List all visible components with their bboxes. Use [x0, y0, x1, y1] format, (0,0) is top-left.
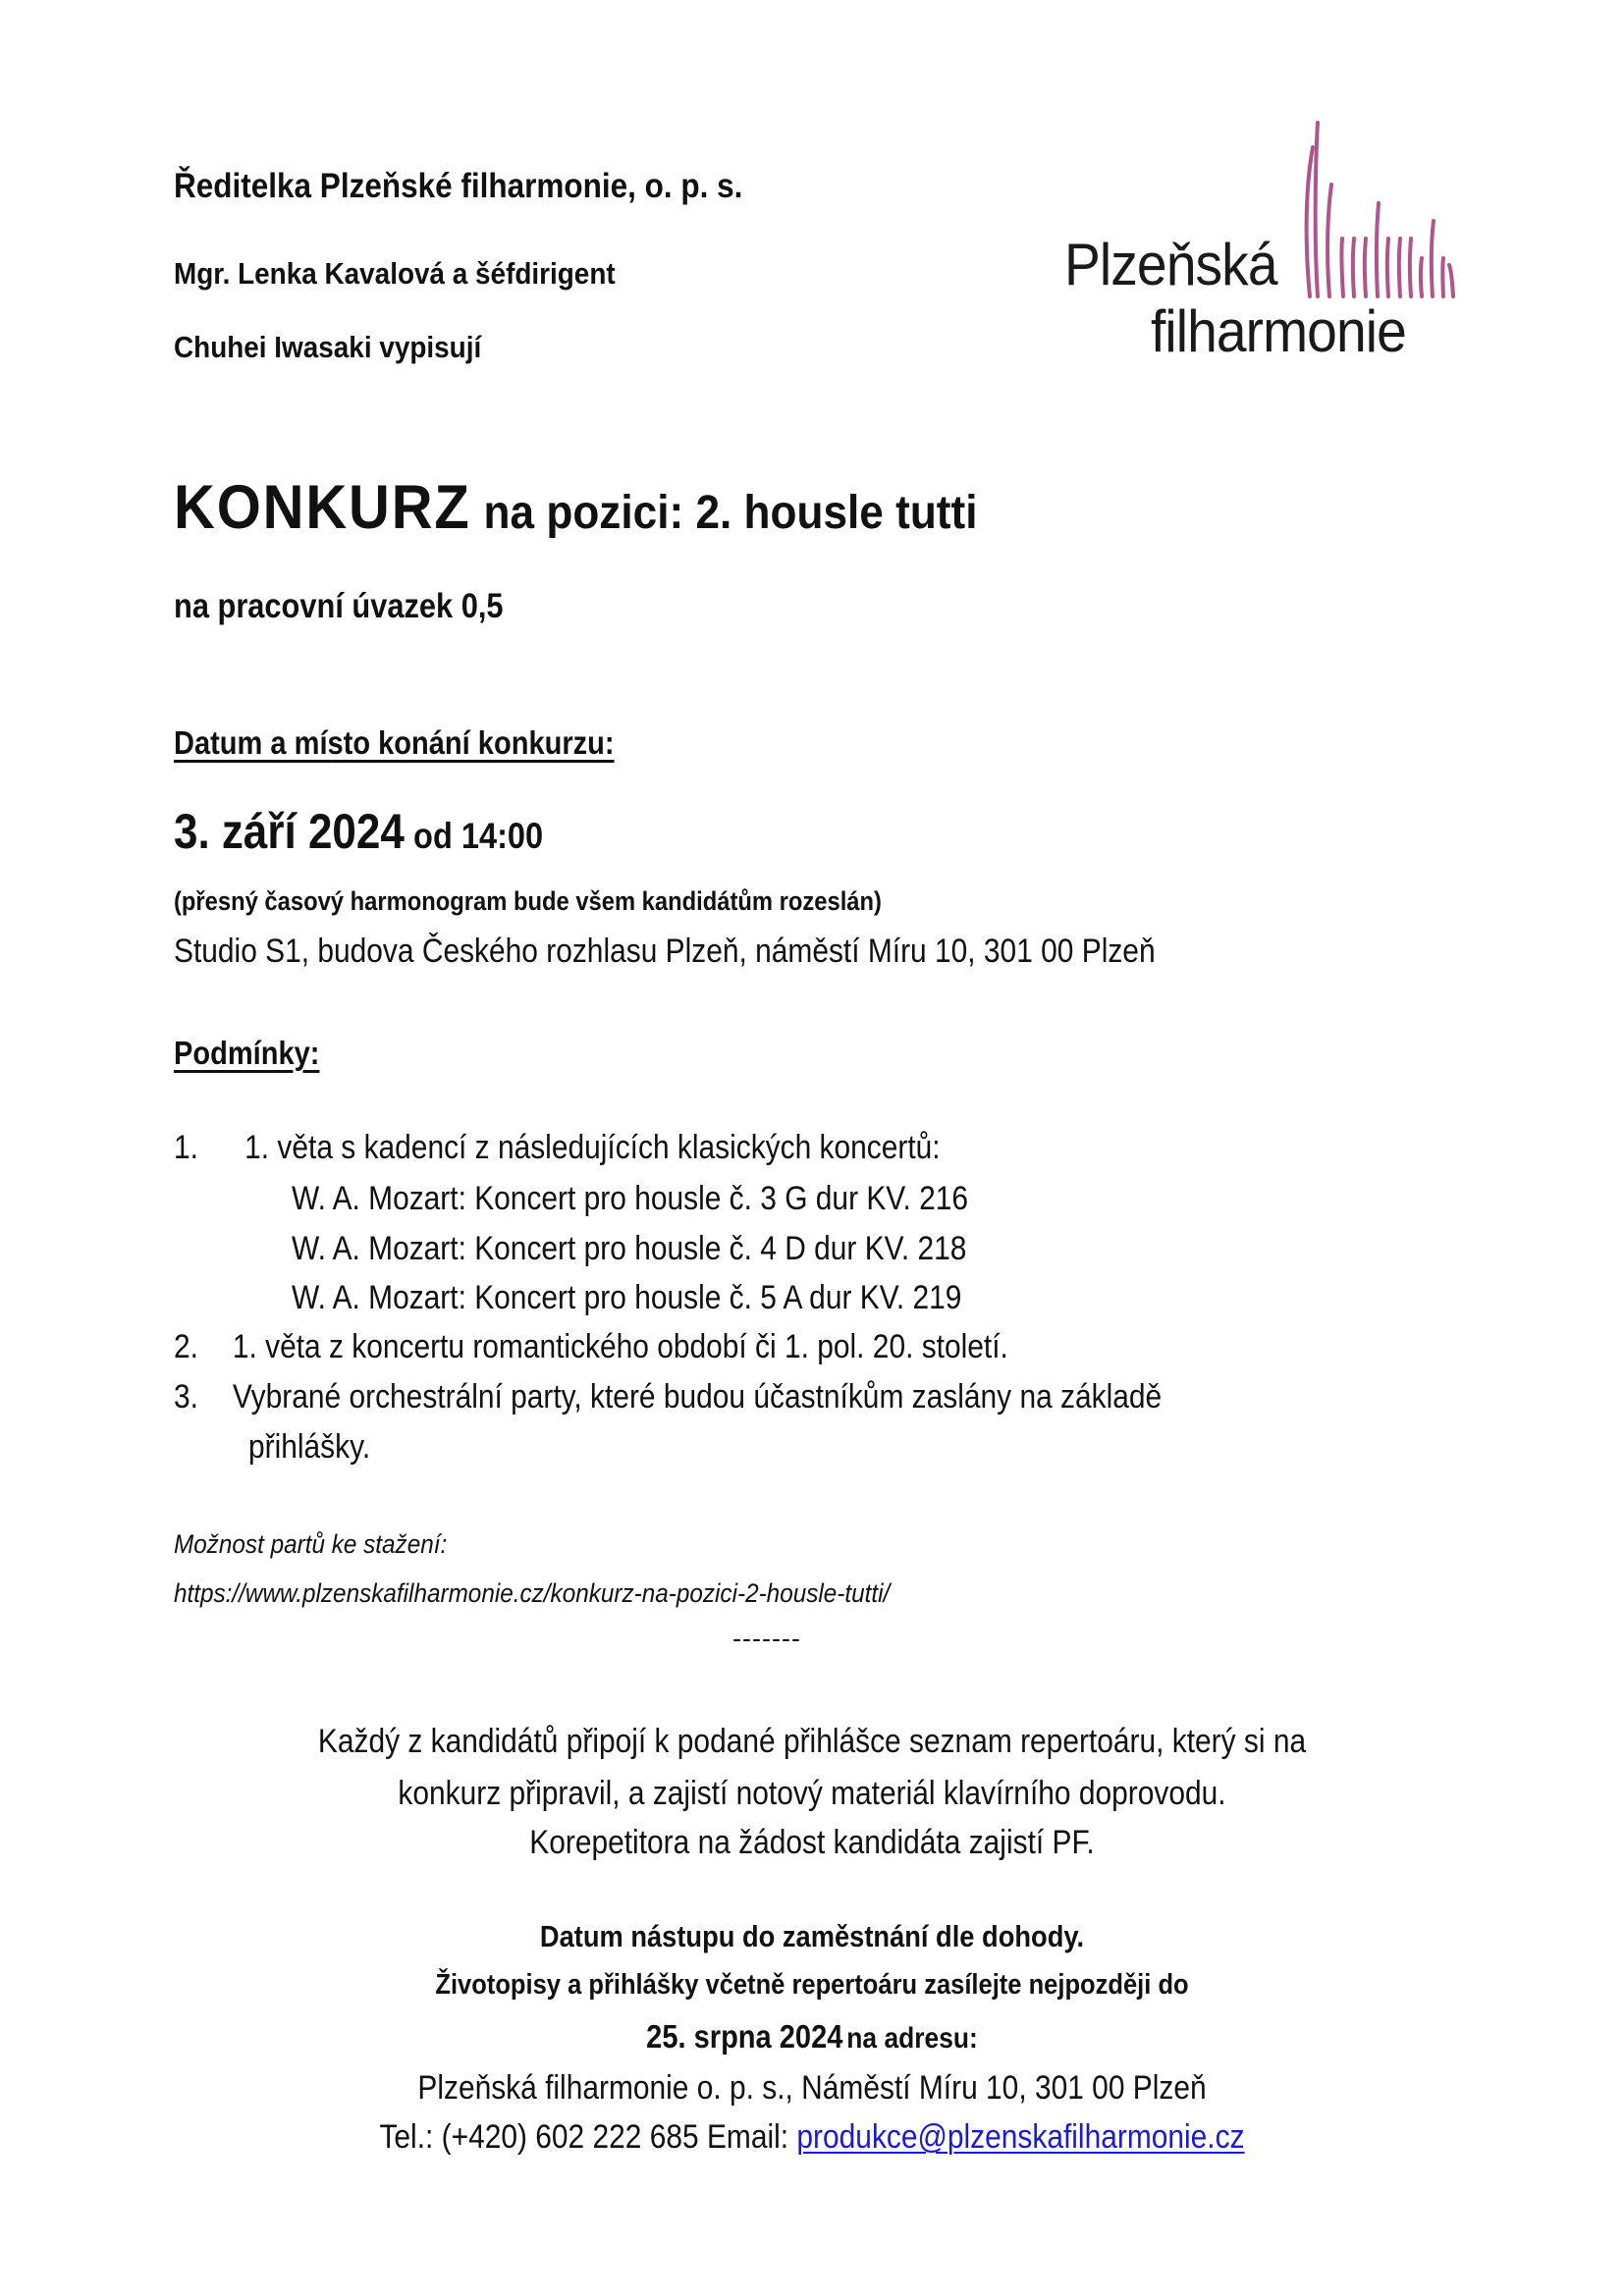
audition-date-day: 3. září 2024 — [174, 804, 405, 859]
list-number: 1. — [174, 1129, 198, 1166]
start-date-line: Datum nástupu do zaměstnání dle dohody. — [539, 1919, 1085, 1953]
logo-text-plzenska: Plzeňská — [1064, 232, 1277, 297]
download-label: Možnost partů ke stažení: — [174, 1529, 448, 1559]
condition-sub-item: W. A. Mozart: Koncert pro housle č. 4 D dur KV. 218 — [292, 1230, 967, 1267]
condition-item-3 — [174, 1380, 1162, 1414]
email-link[interactable]: produkce@plzenskafilharmonie.cz — [796, 2118, 1245, 2156]
divider: ------- — [732, 1624, 801, 1653]
director-names-line: Mgr. Lenka Kavalová a šéfdirigent — [174, 256, 616, 291]
workload-line: na pracovní úvazek 0,5 — [174, 587, 504, 625]
list-text: Vybrané orchestrální party, které budou účastníkům zaslány na základě — [232, 1378, 1163, 1415]
deadline-date: 25. srpna 2024 — [646, 2018, 843, 2055]
audition-time: od 14:00 — [413, 816, 544, 856]
title-konkurz: KONKURZ — [174, 473, 471, 542]
audition-date — [174, 804, 544, 859]
candidate-info-line: Korepetitora na žádost kandidáta zajistí PF. — [529, 1824, 1095, 1861]
title-position: na pozici: 2. housle tutti — [483, 487, 978, 539]
page-title — [174, 473, 978, 542]
candidate-info-line: Každý z kandidátů připojí k podané přihlášce seznam repertoáru, který si na — [317, 1723, 1307, 1760]
date-section-heading: Datum a místo konání konkurzu: — [174, 724, 615, 761]
venue-address: Studio S1, budova Českého rozhlasu Plzeň, náměstí Míru 10, 301 00 Plzeň — [174, 933, 1156, 970]
schedule-note: (přesný časový harmonogram bude všem kandidátům rozeslán) — [174, 886, 882, 916]
list-text: 1. věta s kadencí z následujících klasických koncertů: — [244, 1129, 941, 1166]
send-instructions-line: Životopisy a přihlášky včetně repertoáru zasílejte nejpozději do — [435, 1969, 1189, 2001]
list-text: 1. věta z koncertu romantického období či 1. pol. 20. století. — [232, 1328, 1008, 1365]
phone-label: Tel.: (+420) 602 222 685 Email: — [379, 2118, 789, 2156]
plzenska-filharmonie-logo — [1060, 79, 1473, 373]
organization-line: Ředitelka Plzeňské filharmonie, o. p. s. — [174, 167, 743, 205]
condition-item-1 — [174, 1131, 941, 1164]
condition-item-3-continuation: přihlášky. — [248, 1428, 371, 1466]
deadline-suffix: na adresu: — [846, 2022, 978, 2055]
list-number: 2. — [174, 1328, 198, 1365]
list-number: 3. — [174, 1378, 198, 1415]
postal-address: Plzeňská filharmonie o. p. s., Náměstí Míru 10, 301 00 Plzeň — [417, 2069, 1207, 2107]
conditions-heading: Podmínky: — [174, 1035, 320, 1071]
contact-line — [97, 2120, 1527, 2154]
condition-sub-item: W. A. Mozart: Koncert pro housle č. 5 A dur KV. 219 — [292, 1279, 962, 1316]
conductor-line: Chuhei Iwasaki vypisují — [174, 330, 482, 364]
logo-text-filharmonie: filharmonie — [1151, 298, 1406, 364]
condition-item-2 — [174, 1330, 1008, 1363]
deadline-line — [97, 2020, 1527, 2054]
condition-sub-item: W. A. Mozart: Koncert pro housle č. 3 G dur KV. 216 — [292, 1180, 969, 1217]
candidate-info-line: konkurz připravil, a zajistí notový materiál klavírního doprovodu. — [398, 1775, 1226, 1812]
download-url[interactable]: https://www.plzenskafilharmonie.cz/konkurz-na-pozici-2-housle-tutti/ — [174, 1578, 891, 1608]
